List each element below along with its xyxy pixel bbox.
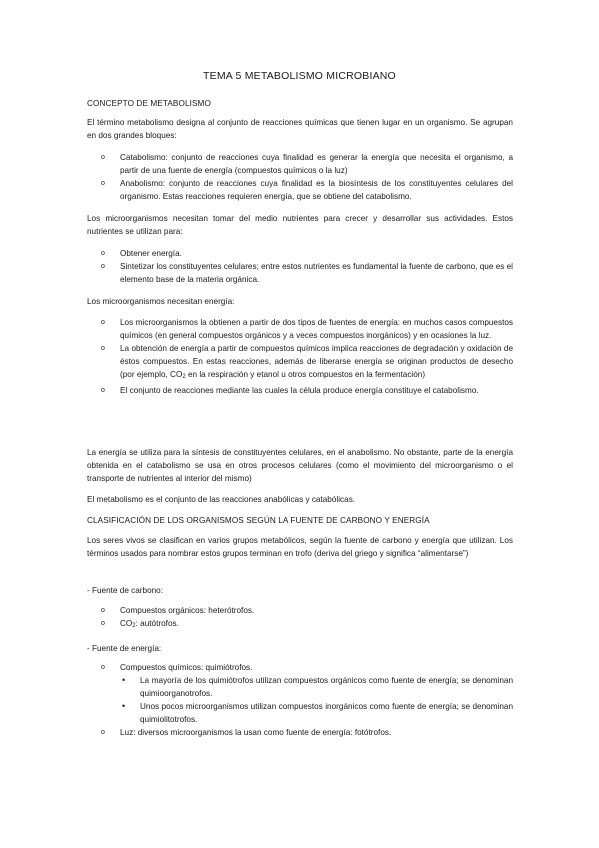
bullet-icon: o [101, 387, 105, 394]
paragraph-clasificacion: Los seres vivos se clasifican en varios grupos metabólicos, según la fuente de carbono y energía que utilizan. Los términos usados para nombrar estos grupos terminan en trofo (deriva del griego y significa “alimentarse”) [87, 536, 513, 558]
list-item: o La obtención de energía a partir de compuestos químicos implica reacciones de degradación y oxidación de éstos compuestos. En estas reacciones, además de liberarse energía se originan productos de desecho (por ejemplo, $CO_2$ en la respiración y etanol u otros compuestos en la fermentación) [101, 344, 513, 380]
list-item: o Obtener energía. [101, 249, 182, 258]
bullet-icon: o [101, 607, 105, 614]
section-heading-clasificacion: CLASIFICACIÓN DE LOS ORGANISMOS SEGÚN LA FUENTE DE CARBONO Y ENERGÍA [87, 516, 430, 525]
list-item: o Compuestos orgánicos: heterótrofos. [101, 606, 255, 615]
list-item: o Sintetizar los constituyentes celulares; entre estos nutrientes es fundamental la fuente de carbono, que es el elemento base de la materia orgánica. [101, 262, 513, 284]
paragraph-metabolismo-def: El metabolismo es el conjunto de las reacciones anabólicas y catabólicas. [87, 495, 356, 504]
list-item: o Compuestos químicos: quimiótrofos. • La mayoría de los quimiótrofos utilizan compuestos orgánicos como fuente de energía; se denominan quimioorganotrofos. • Unos pocos microorganismos utilizan compuestos inorgánicos como fuente de energía; se denominan quimiolitotrofos. [101, 663, 513, 724]
list-fuente-energia [87, 661, 513, 739]
bullet-icon: o [101, 620, 105, 627]
list-item: o El conjunto de reacciones mediante las cuales la célula produce energía constituye el catabolismo. [101, 386, 479, 395]
list-item: o Catabolismo: conjunto de reacciones cuya finalidad es generar la energía que necesita el organismo, a partir de una fuente de energía (compuestos químicos o la luz) [101, 153, 513, 175]
bullet-icon: o [101, 345, 105, 352]
list-item: o $CO_2$: autótrofos. [101, 619, 179, 629]
label-fuente-carbono: - Fuente de carbono: [87, 586, 164, 595]
bullet-icon: o [101, 729, 105, 736]
bullet-icon: o [101, 154, 105, 161]
section-heading-concepto: CONCEPTO DE METABOLISMO [87, 99, 211, 108]
list-energia [87, 316, 513, 397]
bullet-icon: o [101, 180, 105, 187]
list-carbono [87, 604, 513, 633]
bullet-icon: o [101, 664, 105, 671]
bullet-icon: o [101, 250, 105, 257]
bullet-icon: o [101, 319, 105, 326]
list-item: o Los microorganismos la obtienen a partir de dos tipos de fuentes de energía: en muchos casos compuestos químicos (en general compuestos orgánicos y a veces compuestos inorgánicos) y en ocasiones la luz. [101, 318, 513, 340]
sublist-quimiotrofos [120, 674, 513, 726]
paragraph-energia: Los microorganismos necesitan energía: [87, 297, 235, 306]
paragraph-anabolismo: La energía se utiliza para la síntesis de constituyentes celulares, en el anabolismo. No obstante, parte de la energía obtenida en el catabolismo se usa en otros procesos celulares (como el movimiento del microorganismo o el transporte de nutrientes al interior del mismo) [87, 448, 513, 483]
paragraph-nutrientes: Los microorganismos necesitan tomar del medio nutrientes para crecer y desarrollar sus actividades. Estos nutrientes se utilizan para: [87, 214, 513, 236]
bullet-icon: • [122, 701, 126, 711]
list-item: • Unos pocos microorganismos utilizan compuestos inorgánicos como fuente de energía; se denominan quimiolitotrofos. [122, 701, 513, 724]
list-nutrientes [87, 247, 513, 286]
list-item: • La mayoría de los quimiótrofos utilizan compuestos orgánicos como fuente de energía; se denominan quimioorganotrofos. [122, 675, 513, 698]
label-fuente-energia: - Fuente de energía: [87, 644, 162, 653]
bullet-icon: • [122, 675, 126, 685]
list-bloques [87, 151, 513, 203]
bullet-icon: o [101, 263, 105, 270]
list-item: o Luz: diversos microorganismos la usan como fuente de energía: fotótrofos. [101, 728, 392, 737]
paragraph-intro: El término metabolismo designa al conjunto de reacciones químicas que tienen lugar en un organismo. Se agrupan en dos grandes bloques: [87, 118, 513, 140]
list-item: o Anabolismo: conjunto de reacciones cuya finalidad es la biosíntesis de los constituyentes celulares del organismo. Estas reacciones requieren energía, que se obtiene del catabolismo. [101, 179, 513, 201]
document-title: TEMA 5 METABOLISMO MICROBIANO [203, 70, 396, 82]
